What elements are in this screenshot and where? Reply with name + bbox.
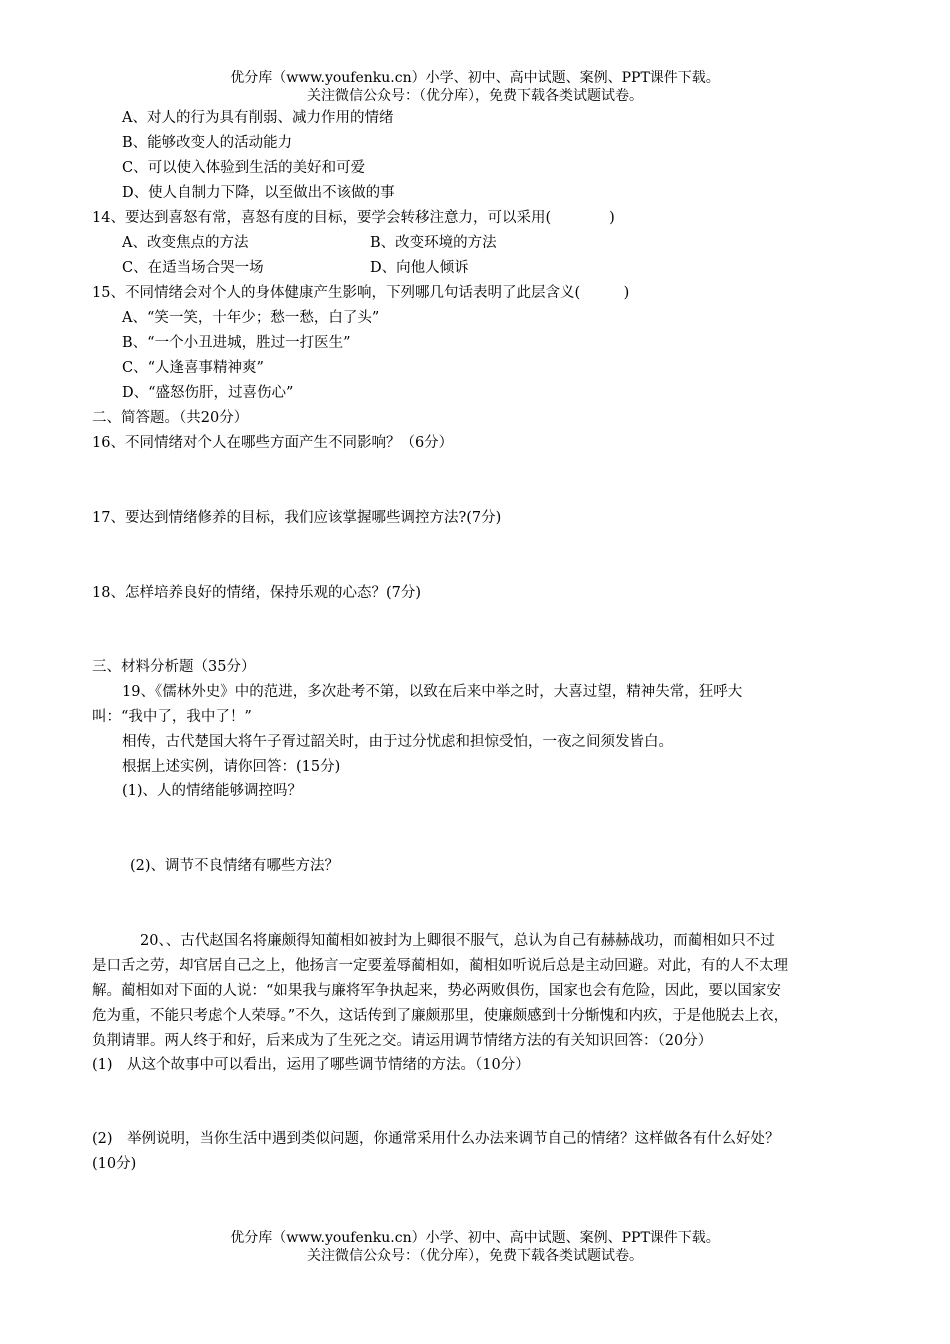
q20-subquestion-2-points: (10分) — [92, 1156, 137, 1172]
q14-option-b: B、改变环境的方法 — [370, 235, 497, 251]
q20-line-5: 负荆请罪。两人终于和好，后来成为了生死之交。请运用调节情绪方法的有关知识回答：（20分） — [92, 1033, 713, 1049]
q14-option-a: A、改变焦点的方法 — [122, 235, 249, 251]
q19-paragraph-2: 相传，古代楚国大将午子胥过韶关时，由于过分忧虑和担惊受怕，一夜之间须发皆白。 — [122, 734, 673, 750]
q15-option-d: D、“盛怒伤肝，过喜伤心” — [122, 385, 294, 401]
section-2-title: 二、简答题。（共20分） — [92, 410, 249, 426]
q20-subquestion-2: (2) 举例说明，当你生活中遇到类似问题，你通常采用什么办法来调节自己的情绪？这样做各有什么好处？ — [92, 1131, 780, 1147]
header-line-1: 优分库（www.youfenku.cn）小学、初中、高中试题、案例、PPT课件下载。 — [230, 70, 720, 86]
header-line-2: 关注微信公众号：（优分库），免费下载各类试题试卷。 — [307, 88, 643, 104]
q15-option-b: B、“一个小丑进城，胜过一打医生” — [122, 335, 351, 351]
q15-stem: 15、不同情绪会对个人的身体健康产生影响，下列哪几句话表明了此层含义( ) — [92, 285, 630, 301]
q16: 16、不同情绪对个人在哪些方面产生不同影响？（6分） — [92, 435, 454, 451]
q13-option-a: A、对人的行为具有削弱、减力作用的情绪 — [122, 110, 394, 126]
q20-line-4: 危为重，不能只考虑个人荣辱。”不久，这话传到了廉颇那里，使廉颇感到十分惭愧和内疚，于是他脱去上衣， — [92, 1008, 789, 1024]
q15-option-c: C、“人逢喜事精神爽” — [122, 360, 264, 376]
q14-stem: 14、要达到喜怒有常，喜怒有度的目标，要学会转移注意力，可以采用( ) — [92, 210, 615, 226]
q13-option-b: B、能够改变人的活动能力 — [122, 135, 293, 151]
q13-option-d: D、使人自制力下降，以至做出不该做的事 — [122, 185, 395, 201]
q19-subquestion-2: (2)、调节不良情绪有哪些方法？ — [130, 858, 340, 874]
q19-paragraph-1: 19、《儒林外史》中的范进，多次赴考不第，以致在后来中举之时，大喜过望，精神失常，狂呼大 — [122, 684, 743, 700]
q18: 18、怎样培养良好的情绪，保持乐观的心态？(7分) — [92, 585, 421, 601]
q19-subquestion-1: (1)、人的情绪能够调控吗？ — [122, 783, 303, 799]
q20-subquestion-1: (1) 从这个故事中可以看出，运用了哪些调节情绪的方法。（10分） — [92, 1057, 530, 1073]
q13-option-c: C、可以使入体验到生活的美好和可爱 — [122, 160, 366, 176]
q20-line-2: 是口舌之劳，却官居自己之上，他扬言一定要羞辱蔺相如，蔺相如听说后总是主动回避。对此，有的人不太理 — [92, 958, 788, 974]
q15-option-a: A、“笑一笑，十年少；愁一愁，白了头” — [122, 310, 380, 326]
footer-line-2: 关注微信公众号：（优分库），免费下载各类试题试卷。 — [307, 1248, 643, 1264]
section-3-title: 三、材料分析题（35分） — [92, 659, 256, 675]
q20-line-3: 解。蔺相如对下面的人说：“如果我与廉将军争执起来，势必两败俱伤，国家也会有危险，因此，要以国家安 — [92, 983, 781, 999]
footer-line-1: 优分库（www.youfenku.cn）小学、初中、高中试题、案例、PPT课件下载。 — [230, 1230, 720, 1246]
q14-option-c: C、在适当场合哭一场 — [122, 260, 264, 276]
q17: 17、要达到情绪修养的目标，我们应该掌握哪些调控方法?(7分) — [92, 510, 502, 526]
q14-option-d: D、向他人倾诉 — [370, 260, 469, 276]
q19-paragraph-1-cont: 叫：“我中了，我中了！” — [92, 709, 252, 725]
q19-paragraph-3: 根据上述实例，请你回答：(15分) — [122, 759, 341, 775]
q20-line-1: 20、、古代赵国名将廉颇得知蔺相如被封为上卿很不服气，总认为自己有赫赫战功，而蔺相如只不过 — [140, 933, 775, 949]
